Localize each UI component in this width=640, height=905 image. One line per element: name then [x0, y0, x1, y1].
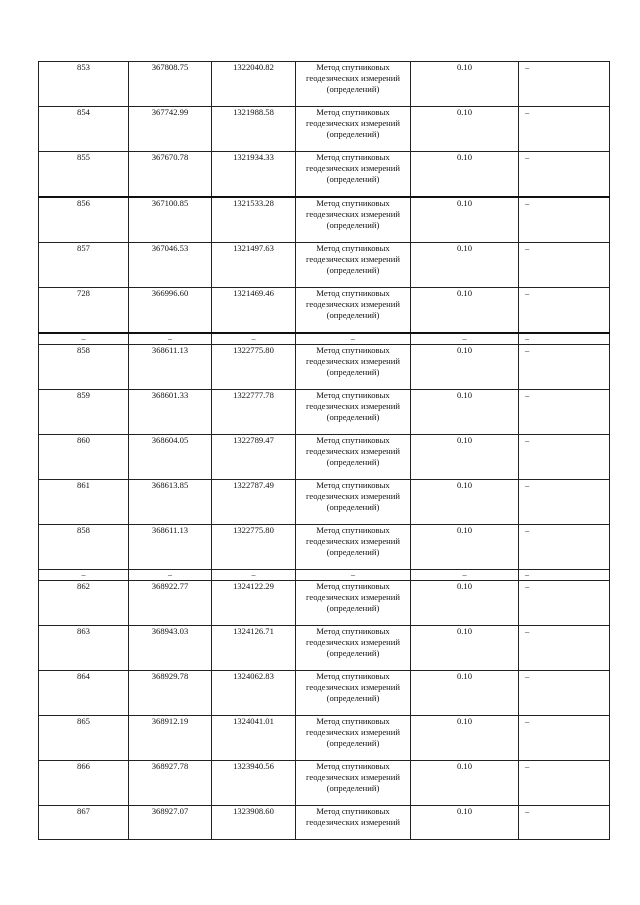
note-cell: –: [519, 152, 610, 198]
point-number-cell: 862: [39, 581, 129, 626]
y-coordinate-cell: 1322787.49: [212, 480, 296, 525]
x-coordinate-cell: 368604.05: [129, 435, 212, 480]
x-coordinate-cell: 368613.85: [129, 480, 212, 525]
y-coordinate-cell: 1322789.47: [212, 435, 296, 480]
note-cell: –: [519, 570, 610, 581]
note-cell: –: [519, 761, 610, 806]
x-coordinate-cell: 367808.75: [129, 62, 212, 107]
method-cell: Метод спутниковых геодезических измерений (определений): [296, 435, 411, 480]
note-cell: –: [519, 806, 610, 840]
accuracy-cell: 0.10: [411, 390, 519, 435]
y-coordinate-cell: 1324041.01: [212, 716, 296, 761]
note-cell: –: [519, 671, 610, 716]
x-coordinate-cell: 368927.07: [129, 806, 212, 840]
table-row: [39, 62, 610, 107]
accuracy-cell: 0.10: [411, 435, 519, 480]
point-number-cell: 861: [39, 480, 129, 525]
method-cell: Метод спутниковых геодезических измерений: [296, 806, 411, 840]
method-cell: Метод спутниковых геодезических измерений (определений): [296, 671, 411, 716]
accuracy-cell: 0.10: [411, 152, 519, 198]
method-cell: Метод спутниковых геодезических измерений (определений): [296, 288, 411, 334]
method-cell: Метод спутниковых геодезических измерений (определений): [296, 107, 411, 152]
y-coordinate-cell: –: [212, 570, 296, 581]
table-row: [39, 243, 610, 288]
y-coordinate-cell: 1321988.58: [212, 107, 296, 152]
method-cell: Метод спутниковых геодезических измерений (определений): [296, 480, 411, 525]
point-number-cell: 864: [39, 671, 129, 716]
accuracy-cell: 0.10: [411, 626, 519, 671]
accuracy-cell: 0.10: [411, 806, 519, 840]
point-number-cell: 853: [39, 62, 129, 107]
note-cell: –: [519, 716, 610, 761]
method-cell: –: [296, 333, 411, 345]
table-row: [39, 390, 610, 435]
method-cell: Метод спутниковых геодезических измерений (определений): [296, 62, 411, 107]
note-cell: –: [519, 243, 610, 288]
x-coordinate-cell: 368927.78: [129, 761, 212, 806]
y-coordinate-cell: 1324062.83: [212, 671, 296, 716]
point-number-cell: 858: [39, 345, 129, 390]
table-row: [39, 152, 610, 198]
x-coordinate-cell: 367742.99: [129, 107, 212, 152]
x-coordinate-cell: –: [129, 570, 212, 581]
method-cell: Метод спутниковых геодезических измерений (определений): [296, 761, 411, 806]
method-cell: Метод спутниковых геодезических измерений (определений): [296, 716, 411, 761]
accuracy-cell: –: [411, 570, 519, 581]
point-number-cell: 728: [39, 288, 129, 334]
point-number-cell: 856: [39, 197, 129, 243]
point-number-cell: 857: [39, 243, 129, 288]
note-cell: –: [519, 390, 610, 435]
note-cell: –: [519, 525, 610, 570]
note-cell: –: [519, 62, 610, 107]
method-cell: –: [296, 570, 411, 581]
note-cell: –: [519, 581, 610, 626]
x-coordinate-cell: 367670.78: [129, 152, 212, 198]
table-row: [39, 716, 610, 761]
point-number-cell: 863: [39, 626, 129, 671]
accuracy-cell: 0.10: [411, 671, 519, 716]
table-row: [39, 671, 610, 716]
table-row: [39, 107, 610, 152]
table-row: [39, 581, 610, 626]
accuracy-cell: 0.10: [411, 761, 519, 806]
y-coordinate-cell: 1323908.60: [212, 806, 296, 840]
x-coordinate-cell: 367046.53: [129, 243, 212, 288]
y-coordinate-cell: 1321497.63: [212, 243, 296, 288]
table-row: [39, 626, 610, 671]
x-coordinate-cell: 368601.33: [129, 390, 212, 435]
accuracy-cell: 0.10: [411, 197, 519, 243]
note-cell: –: [519, 435, 610, 480]
table-row: [39, 761, 610, 806]
coordinates-table: [38, 61, 610, 840]
table-row: [39, 480, 610, 525]
note-cell: –: [519, 197, 610, 243]
y-coordinate-cell: 1322775.80: [212, 525, 296, 570]
y-coordinate-cell: 1324122.29: [212, 581, 296, 626]
y-coordinate-cell: 1321469.46: [212, 288, 296, 334]
y-coordinate-cell: 1321533.28: [212, 197, 296, 243]
x-coordinate-cell: 368922.77: [129, 581, 212, 626]
method-cell: Метод спутниковых геодезических измерений (определений): [296, 525, 411, 570]
method-cell: Метод спутниковых геодезических измерений (определений): [296, 581, 411, 626]
method-cell: Метод спутниковых геодезических измерений (определений): [296, 243, 411, 288]
point-number-cell: 867: [39, 806, 129, 840]
y-coordinate-cell: 1323940.56: [212, 761, 296, 806]
x-coordinate-cell: 366996.60: [129, 288, 212, 334]
note-cell: –: [519, 288, 610, 334]
x-coordinate-cell: 368912.19: [129, 716, 212, 761]
point-number-cell: 860: [39, 435, 129, 480]
point-number-cell: –: [39, 333, 129, 345]
separator-row: [39, 333, 610, 345]
table-row: [39, 806, 610, 840]
point-number-cell: 865: [39, 716, 129, 761]
table-row: [39, 288, 610, 334]
point-number-cell: 854: [39, 107, 129, 152]
table-row: [39, 435, 610, 480]
accuracy-cell: 0.10: [411, 480, 519, 525]
x-coordinate-cell: 368611.13: [129, 345, 212, 390]
method-cell: Метод спутниковых геодезических измерений (определений): [296, 197, 411, 243]
accuracy-cell: –: [411, 333, 519, 345]
note-cell: –: [519, 107, 610, 152]
point-number-cell: 855: [39, 152, 129, 198]
accuracy-cell: 0.10: [411, 525, 519, 570]
note-cell: –: [519, 626, 610, 671]
table-row: [39, 345, 610, 390]
table-row: [39, 197, 610, 243]
x-coordinate-cell: 368611.13: [129, 525, 212, 570]
x-coordinate-cell: 368943.03: [129, 626, 212, 671]
method-cell: Метод спутниковых геодезических измерений (определений): [296, 626, 411, 671]
table-row: [39, 525, 610, 570]
accuracy-cell: 0.10: [411, 62, 519, 107]
x-coordinate-cell: –: [129, 333, 212, 345]
accuracy-cell: 0.10: [411, 288, 519, 334]
note-cell: –: [519, 333, 610, 345]
y-coordinate-cell: 1322040.82: [212, 62, 296, 107]
x-coordinate-cell: 368929.78: [129, 671, 212, 716]
accuracy-cell: 0.10: [411, 107, 519, 152]
note-cell: –: [519, 345, 610, 390]
y-coordinate-cell: 1322777.78: [212, 390, 296, 435]
coordinates-table-body: [39, 62, 610, 840]
point-number-cell: 866: [39, 761, 129, 806]
y-coordinate-cell: 1324126.71: [212, 626, 296, 671]
y-coordinate-cell: –: [212, 333, 296, 345]
method-cell: Метод спутниковых геодезических измерений (определений): [296, 152, 411, 198]
accuracy-cell: 0.10: [411, 716, 519, 761]
accuracy-cell: 0.10: [411, 243, 519, 288]
point-number-cell: 858: [39, 525, 129, 570]
point-number-cell: 859: [39, 390, 129, 435]
point-number-cell: –: [39, 570, 129, 581]
y-coordinate-cell: 1322775.80: [212, 345, 296, 390]
accuracy-cell: 0.10: [411, 581, 519, 626]
x-coordinate-cell: 367100.85: [129, 197, 212, 243]
method-cell: Метод спутниковых геодезических измерений (определений): [296, 390, 411, 435]
separator-row: [39, 570, 610, 581]
y-coordinate-cell: 1321934.33: [212, 152, 296, 198]
accuracy-cell: 0.10: [411, 345, 519, 390]
note-cell: –: [519, 480, 610, 525]
method-cell: Метод спутниковых геодезических измерений (определений): [296, 345, 411, 390]
